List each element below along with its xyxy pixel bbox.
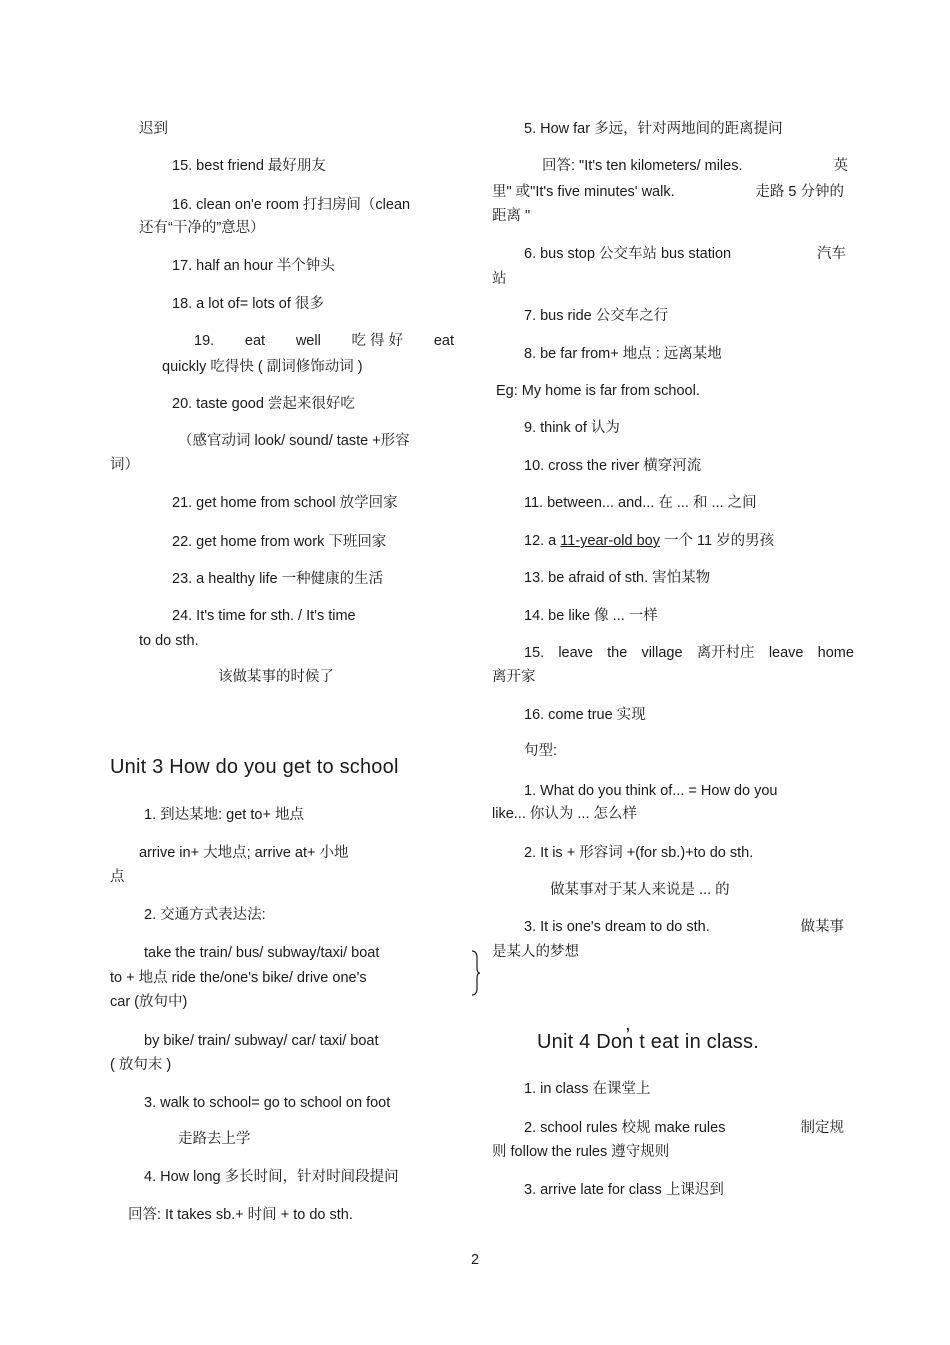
text-line: 距离 " [492, 208, 531, 224]
vocab-item-5: 5. How far 多远，针对两地间的距离提问 [524, 121, 783, 137]
text-word: well [295, 333, 321, 349]
text-segment: 6. bus stop 公交车站 bus station [524, 246, 732, 262]
text-line: 还有“干净的”意思） [139, 220, 265, 236]
text-line [492, 183, 844, 201]
pattern-2: 2. It is + 形容词 +(for sb.)+to do sth. [524, 845, 754, 861]
text-line: （感官动词 look/ sound/ taste +形容 [178, 433, 410, 449]
vocab-item-22: 22. get home from work 下班回家 [172, 534, 387, 550]
vocab-item-7: 7. bus ride 公交车之行 [524, 308, 669, 324]
vocab-item-14: 14. be like 像 ... 一样 [524, 608, 658, 624]
pattern-1: 1. What do you think of... = How do you [524, 783, 778, 799]
text-word: home [817, 645, 854, 661]
unit-3-heading: Unit 3 How do you get to school [110, 756, 399, 778]
text-word: the [607, 645, 628, 661]
text-segment: 汽车 [817, 246, 846, 262]
text-line: car (放句中) [110, 994, 188, 1010]
vocab-item-12 [524, 532, 774, 550]
text-line: 词） [110, 457, 139, 473]
unit-4-heading: Unit 4 Don̓ t eat in class. [537, 1031, 759, 1053]
text-line: 该做某事的时候了 [218, 669, 334, 685]
text-segment: 英 [833, 158, 848, 174]
text-line: 站 [492, 271, 507, 287]
text-line: 做某事对于某人来说是 ... 的 [550, 882, 730, 898]
vocab-item-13: 13. be afraid of sth. 害怕某物 [524, 570, 711, 586]
text-word: eat [433, 333, 454, 349]
vocab-item-17: 17. half an hour 半个钟头 [172, 258, 335, 274]
vocab-item-10: 10. cross the river 横穿河流 [524, 458, 702, 474]
text-line: 2. 交通方式表达法: [144, 907, 266, 923]
text-segment: 回答: "It's ten kilometers/ miles. [542, 158, 743, 174]
vocab-item-6 [524, 245, 846, 263]
vocab-item-15 [524, 644, 854, 662]
vocab-item-2 [524, 1119, 844, 1137]
vocab-item-16: 16. clean on'e room 打扫房间（clean [172, 197, 411, 213]
text-segment: 2. school rules 校规 make rules [524, 1120, 726, 1136]
text-line: ( 放句末 ) [110, 1057, 172, 1073]
text-segment: 12. a [524, 533, 561, 549]
text-line: arrive in+ 大地点; arrive at+ 小地 [139, 845, 349, 861]
text-line: 离开家 [492, 669, 536, 685]
vocab-item-19 [194, 332, 454, 350]
text-line: quickly 吃得快 ( 副词修饰动词 ) [162, 359, 363, 375]
text-line: 点 [110, 869, 125, 885]
text-line: like... 你认为 ... 怎么样 [492, 806, 638, 822]
text-line: to + 地点 ride the/one's bike/ drive one's [110, 970, 367, 986]
text-word: village [641, 645, 683, 661]
text-line: 则 follow the rules 遵守规则 [492, 1144, 670, 1160]
item-number: 19. [194, 333, 215, 349]
vocab-item-23: 23. a healthy life 一种健康的生活 [172, 571, 384, 587]
text-line: 1. 到达某地: get to+ 地点 [144, 807, 304, 823]
text-segment: 做某事 [800, 919, 844, 935]
text-line: 迟到 [139, 121, 168, 137]
underlined-text: 11-year-old boy [560, 533, 660, 549]
text-line: 3. walk to school= go to school on foot [144, 1095, 391, 1111]
text-line: by bike/ train/ subway/ car/ taxi/ boat [144, 1033, 379, 1049]
text-line: 走路去上学 [178, 1131, 251, 1147]
text-line: 是某人的梦想 [492, 944, 579, 960]
pattern-3 [524, 918, 844, 936]
example-line: Eg: My home is far from school. [496, 383, 700, 399]
vocab-item-16: 16. come true 实现 [524, 707, 646, 723]
vocab-item-15: 15. best friend 最好朋友 [172, 158, 326, 174]
vocab-item-11: 11. between... and... 在 ... 和 ... 之间 [524, 495, 757, 511]
vocab-item-20: 20. taste good 尝起来很好吃 [172, 396, 355, 412]
text-line: to do sth. [139, 633, 199, 649]
text-word: 离开村庄 [696, 645, 755, 661]
text-word: leave [558, 645, 593, 661]
vocab-item-24: 24. It's time for sth. / It's time [172, 608, 356, 624]
vocab-item-1: 1. in class 在课堂上 [524, 1081, 651, 1097]
text-word: 吃 得 好 [351, 333, 404, 349]
page-number: 2 [470, 1252, 480, 1268]
vocab-item-18: 18. a lot of= lots of 很多 [172, 296, 324, 312]
text-line [542, 157, 848, 175]
text-word: eat [244, 333, 266, 349]
text-word: leave [768, 645, 804, 661]
text-segment: 里" 或"It's five minutes' walk. [492, 184, 675, 200]
right-brace-icon [471, 950, 481, 996]
text-line: take the train/ bus/ subway/taxi/ boat [144, 945, 380, 961]
text-line: 回答: It takes sb.+ 时间 + to do sth. [128, 1207, 353, 1223]
text-segment: 一个 11 岁的男孩 [659, 533, 775, 549]
sentence-patterns-label: 句型: [524, 743, 558, 759]
vocab-item-21: 21. get home from school 放学回家 [172, 495, 398, 511]
text-segment: 走路 5 分钟的 [755, 184, 844, 200]
text-segment: 3. It is one's dream to do sth. [524, 919, 710, 935]
item-number: 15. [524, 645, 545, 661]
vocab-item-8: 8. be far from+ 地点 : 远离某地 [524, 346, 722, 362]
text-line: 4. How long 多长时间，针对时间段提问 [144, 1169, 399, 1185]
vocab-item-3: 3. arrive late for class 上课迟到 [524, 1182, 724, 1198]
vocab-item-9: 9. think of 认为 [524, 420, 620, 436]
text-segment: 制定规 [800, 1120, 844, 1136]
